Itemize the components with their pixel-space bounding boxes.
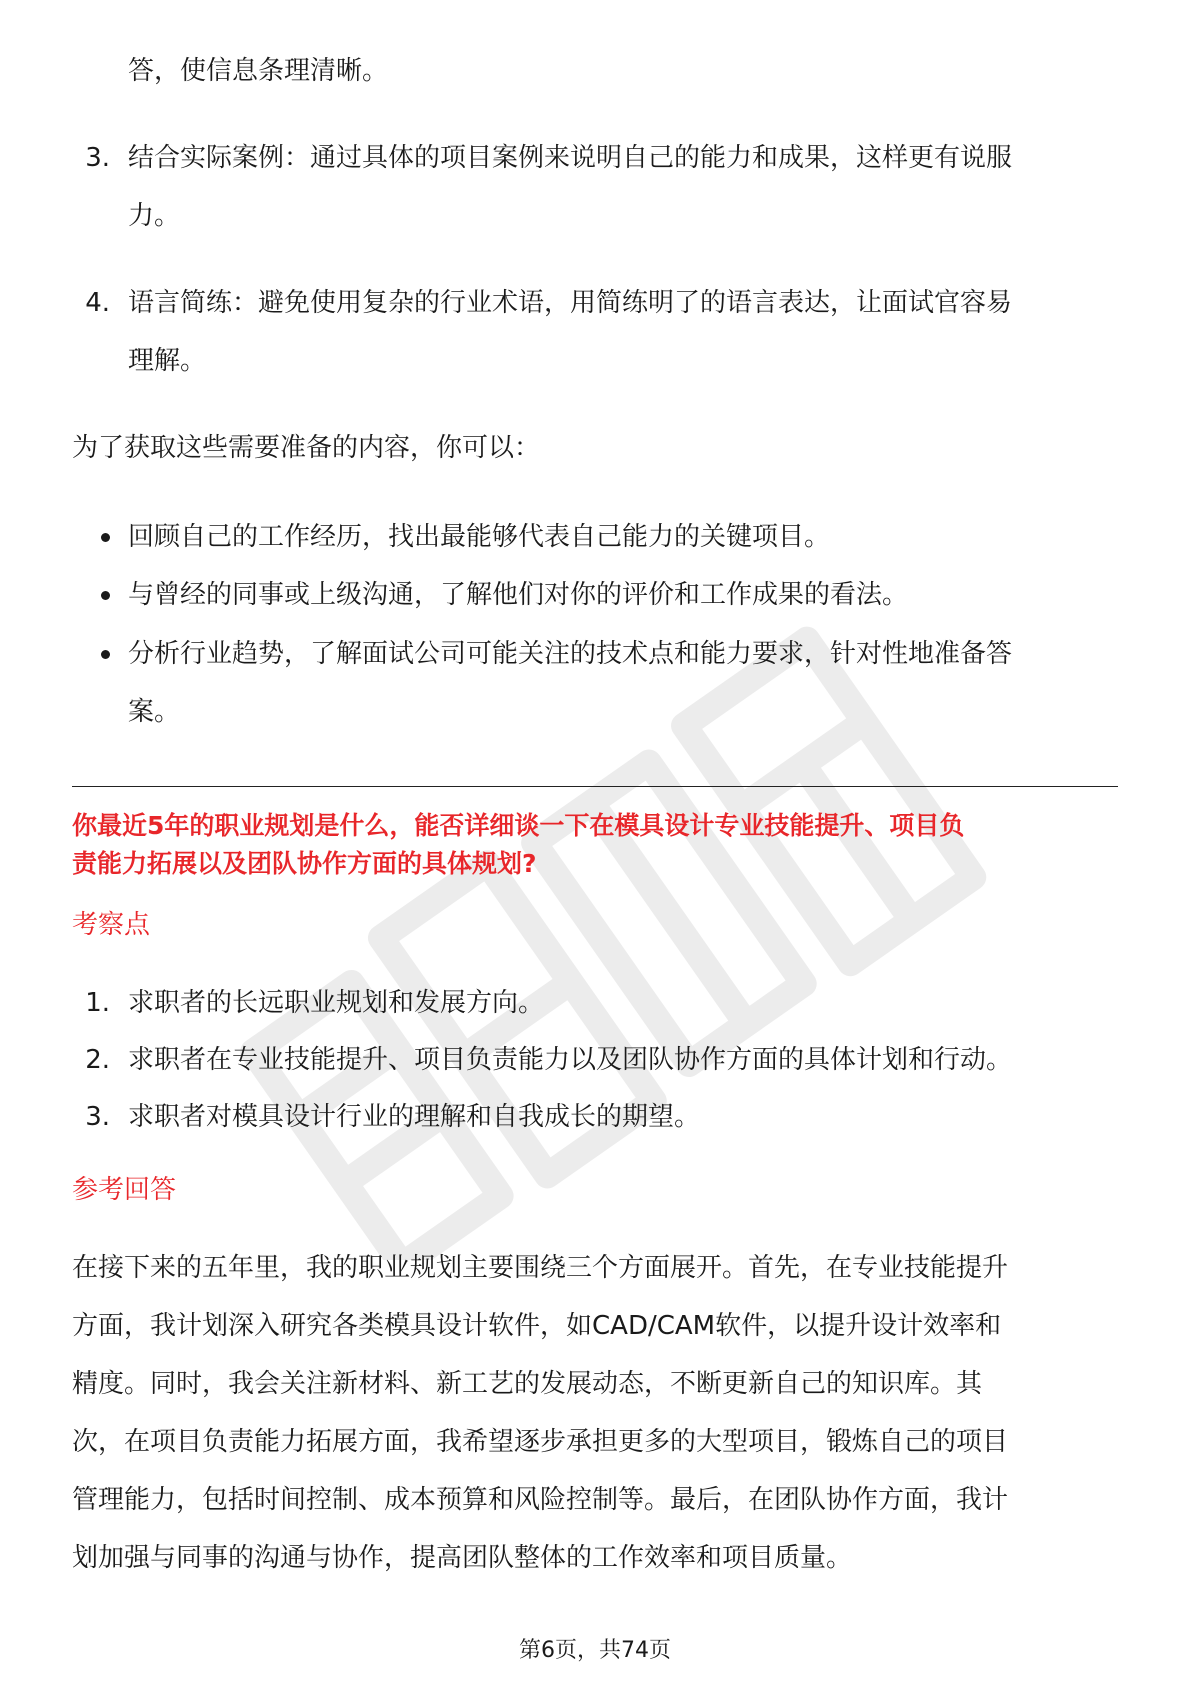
answer-line: 次，在项目负责能力拓展方面，我希望逐步承担更多的大型项目，锻炼自己的项目 — [72, 1427, 1009, 1457]
list-item-2-continuation: 答，使信息条理清晰。 — [128, 56, 389, 86]
answer-line: 在接下来的五年里，我的职业规划主要围绕三个方面展开。首先，在专业技能提升 — [72, 1253, 1009, 1283]
focus-item-1: 求职者的长远职业规划和发展方向。 — [128, 988, 545, 1018]
list-number: 4. — [85, 288, 110, 318]
list-number: 3. — [85, 143, 110, 173]
list-item-4-line1: 语言简练：避免使用复杂的行业术语，用简练明了的语言表达，让面试官容易 — [128, 288, 1013, 318]
prep-bullet-3-line2: 案。 — [128, 697, 181, 727]
prep-bullet-2: 与曾经的同事或上级沟通，了解他们对你的评价和工作成果的看法。 — [128, 580, 909, 610]
list-item-3-line2: 力。 — [128, 201, 181, 231]
bullet-dot — [101, 533, 110, 542]
page-number: 第6页，共74页 — [519, 1638, 671, 1663]
list-item-3-line1: 结合实际案例：通过具体的项目案例来说明自己的能力和成果，这样更有说服 — [128, 143, 1013, 173]
answer-line: 精度。同时，我会关注新材料、新工艺的发展动态，不断更新自己的知识库。其 — [72, 1369, 983, 1399]
answer-line: 管理能力，包括时间控制、成本预算和风险控制等。最后，在团队协作方面，我计 — [72, 1485, 1009, 1515]
answer-line: 方面，我计划深入研究各类模具设计软件，如CAD/CAM软件，以提升设计效率和 — [72, 1311, 1002, 1341]
question-heading-line1: 你最近5年的职业规划是什么，能否详细谈一下在模具设计专业技能提升、项目负 — [72, 811, 965, 840]
section-divider — [72, 786, 1118, 787]
list-number: 1. — [85, 988, 110, 1018]
prep-bullet-1: 回顾自己的工作经历，找出最能够代表自己能力的关键项目。 — [128, 522, 831, 552]
prep-bullet-3-line1: 分析行业趋势，了解面试公司可能关注的技术点和能力要求，针对性地准备答 — [128, 639, 1013, 669]
list-number: 2. — [85, 1045, 110, 1075]
answer-line: 划加强与同事的沟通与协作，提高团队整体的工作效率和项目质量。 — [72, 1543, 853, 1573]
focus-item-3: 求职者对模具设计行业的理解和自我成长的期望。 — [128, 1102, 701, 1132]
focus-title: 考察点 — [72, 910, 151, 940]
list-number: 3. — [85, 1102, 110, 1132]
answer-title: 参考回答 — [72, 1175, 177, 1205]
prep-intro: 为了获取这些需要准备的内容，你可以： — [72, 433, 541, 463]
bullet-dot — [101, 591, 110, 600]
question-heading-line2: 责能力拓展以及团队协作方面的具体规划? — [72, 849, 537, 878]
focus-item-2: 求职者在专业技能提升、项目负责能力以及团队协作方面的具体计划和行动。 — [128, 1045, 1013, 1075]
list-item-4-line2: 理解。 — [128, 346, 207, 376]
bullet-dot — [101, 650, 110, 659]
